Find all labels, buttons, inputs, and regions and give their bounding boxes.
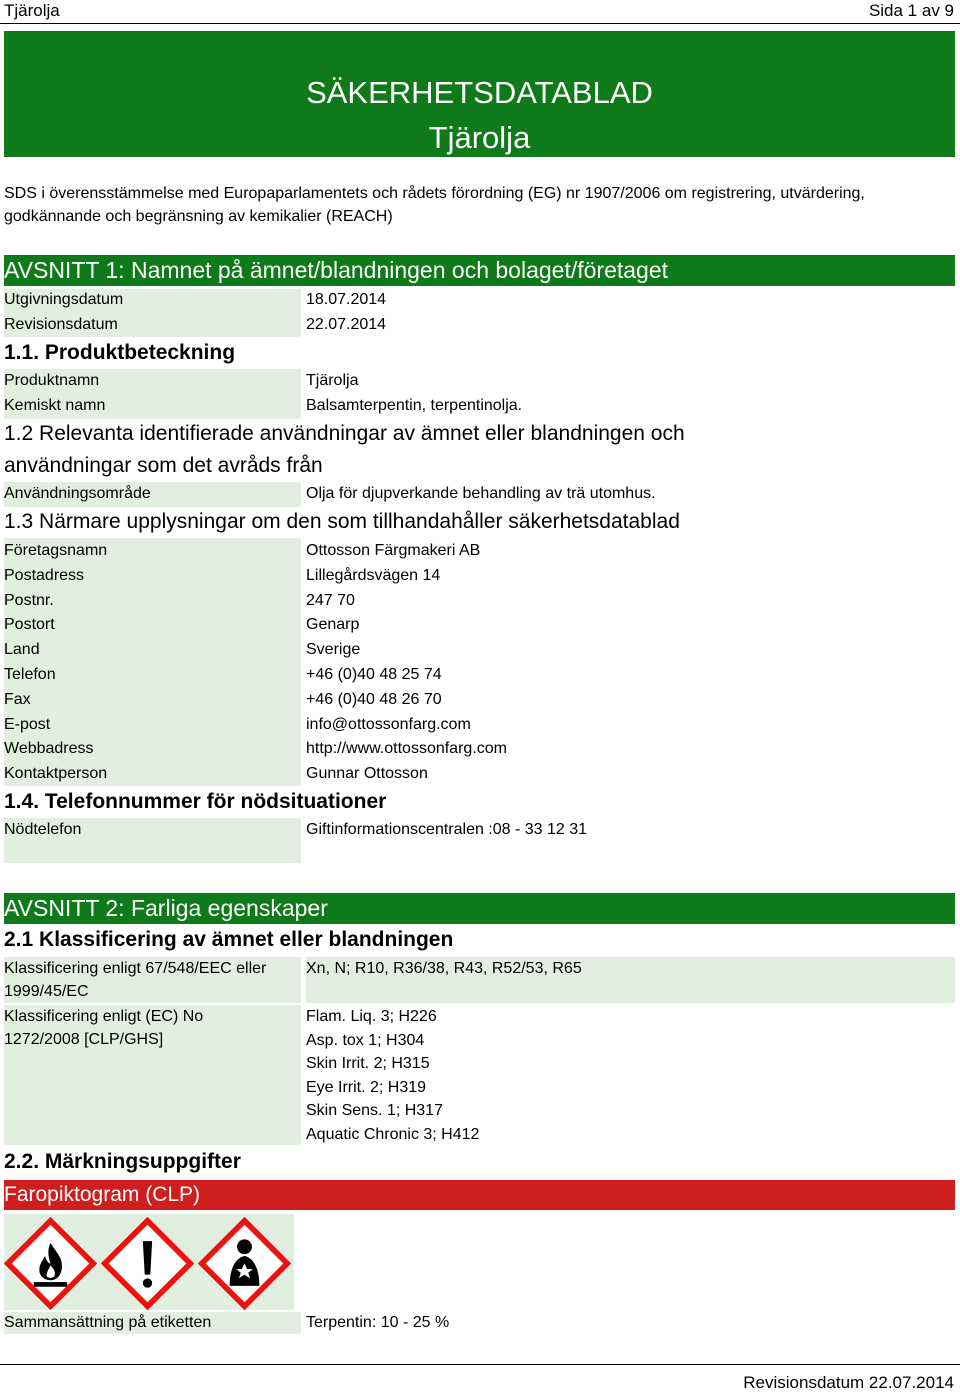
heading-2-2: 2.2. Märkningsuppgifter	[4, 1150, 241, 1173]
footer-revision-date: Revisionsdatum 22.07.2014	[743, 1373, 954, 1392]
supplier-field-label: Fax	[4, 690, 31, 708]
header-page-number: Sida 1 av 9	[868, 1, 954, 20]
supplier-field-value: +46 (0)40 48 26 70	[306, 690, 442, 708]
header-product: Tjärolja	[4, 1, 60, 20]
revision-date-label: Revisionsdatum	[4, 316, 118, 333]
composition-value: Terpentin: 10 - 25 %	[306, 1314, 450, 1331]
clp-classification-item: Asp. tox 1; H304	[306, 1031, 425, 1049]
heading-1-3: 1.3 Närmare upplysningar om den som tillhandahåller säkerhetsdatablad	[4, 510, 680, 533]
composition-label: Sammansättning på etiketten	[4, 1314, 212, 1331]
emergency-phone-label: Nödtelefon	[4, 821, 82, 838]
emergency-phone-value: Giftinformationscentralen :08 - 33 12 31	[306, 821, 588, 838]
heading-1-2-line2: användningar som det avråds från	[4, 454, 323, 477]
footer-divider	[0, 1364, 960, 1365]
clp-classification-item: Flam. Liq. 3; H226	[306, 1008, 437, 1025]
chemical-name-label: Kemiskt namn	[4, 397, 106, 414]
supplier-field-label: Kontaktperson	[4, 765, 108, 783]
heading-1-1: 1.1. Produktbeteckning	[4, 341, 236, 364]
flame-icon	[4, 1217, 97, 1310]
pictogram-title-bar	[4, 1180, 955, 1210]
supplier-field-label: Postort	[4, 616, 55, 634]
class2-label-line1: Klassificering enligt (EC) No	[4, 1008, 204, 1025]
supplier-field-label: E-post	[4, 715, 51, 733]
health-hazard-icon	[198, 1217, 291, 1310]
product-name-value: Tjärolja	[306, 372, 359, 389]
chemical-name-value: Balsamterpentin, terpentinolja.	[306, 397, 523, 414]
supplier-field-value: Sverige	[306, 641, 361, 659]
supplier-field-label: Telefon	[4, 666, 56, 683]
supplier-field-value: 247 70	[306, 591, 355, 609]
clp-classification-item: Skin Irrit. 2; H315	[306, 1055, 430, 1072]
header-divider	[0, 23, 960, 24]
issue-date-value: 18.07.2014	[306, 291, 387, 308]
usage-value: Olja för djupverkande behandling av trä utomhus.	[306, 485, 656, 502]
section1-title: AVSNITT 1: Namnet på ämnet/blandningen och bolaget/företaget	[4, 255, 955, 286]
revision-date-value: 22.07.2014	[306, 316, 387, 333]
supplier-field-label: Webbadress	[4, 740, 94, 758]
clp-classification-item: Skin Sens. 1; H317	[306, 1102, 443, 1119]
usage-label: Användningsområde	[4, 485, 151, 502]
issue-date-label: Utgivningsdatum	[4, 291, 124, 308]
title-banner	[4, 31, 955, 157]
class1-label-line1: Klassificering enligt 67/548/EEC eller	[4, 960, 267, 977]
clp-classification-item: Eye Irrit. 2; H319	[306, 1078, 427, 1096]
section2-title: AVSNITT 2: Farliga egenskaper	[4, 893, 955, 924]
supplier-field-value: Genarp	[306, 616, 360, 634]
heading-1-2-line1: 1.2 Relevanta identifierade användningar av ämnet eller blandningen och	[4, 422, 685, 445]
heading-1-4: 1.4. Telefonnummer för nödsituationer	[4, 790, 387, 813]
product-name-label: Produktnamn	[4, 372, 100, 389]
class2-label-line2: 1272/2008 [CLP/GHS]	[4, 1031, 164, 1048]
product-title: Tjärolja	[428, 120, 531, 155]
supplier-field-label: Företagsnamn	[4, 542, 108, 559]
supplier-field-value: Gunnar Ottosson	[306, 765, 428, 783]
supplier-field-value: info@ottossonfarg.com	[306, 715, 471, 733]
intro-text: SDS i överensstämmelse med Europaparlamentets och rådets förordning (EG) nr 1907/2006 om registrering, utvärdering, godkännande och begränsning av kemikalier (REACH)	[4, 185, 865, 225]
class1-label-line2: 1999/45/EC	[4, 983, 89, 1000]
pictogram-title: Faropiktogram (CLP)	[4, 1183, 201, 1206]
document-title: SÄKERHETSDATABLAD	[306, 75, 653, 110]
clp-classification-item: Aquatic Chronic 3; H412	[306, 1125, 480, 1143]
supplier-field-value: +46 (0)40 48 25 74	[306, 666, 442, 683]
heading-2-1: 2.1 Klassificering av ämnet eller blandningen	[4, 928, 454, 951]
class1-value: Xn, N; R10, R36/38, R43, R52/53, R65	[306, 960, 582, 977]
supplier-field-value: Lillegårdsvägen 14	[306, 566, 441, 584]
supplier-field-value: http://www.ottossonfarg.com	[306, 740, 507, 758]
supplier-field-label: Postadress	[4, 566, 85, 584]
supplier-field-value: Ottosson Färgmakeri AB	[306, 542, 481, 559]
supplier-field-label: Land	[4, 641, 40, 659]
exclamation-icon	[101, 1217, 194, 1310]
supplier-field-label: Postnr.	[4, 591, 54, 609]
